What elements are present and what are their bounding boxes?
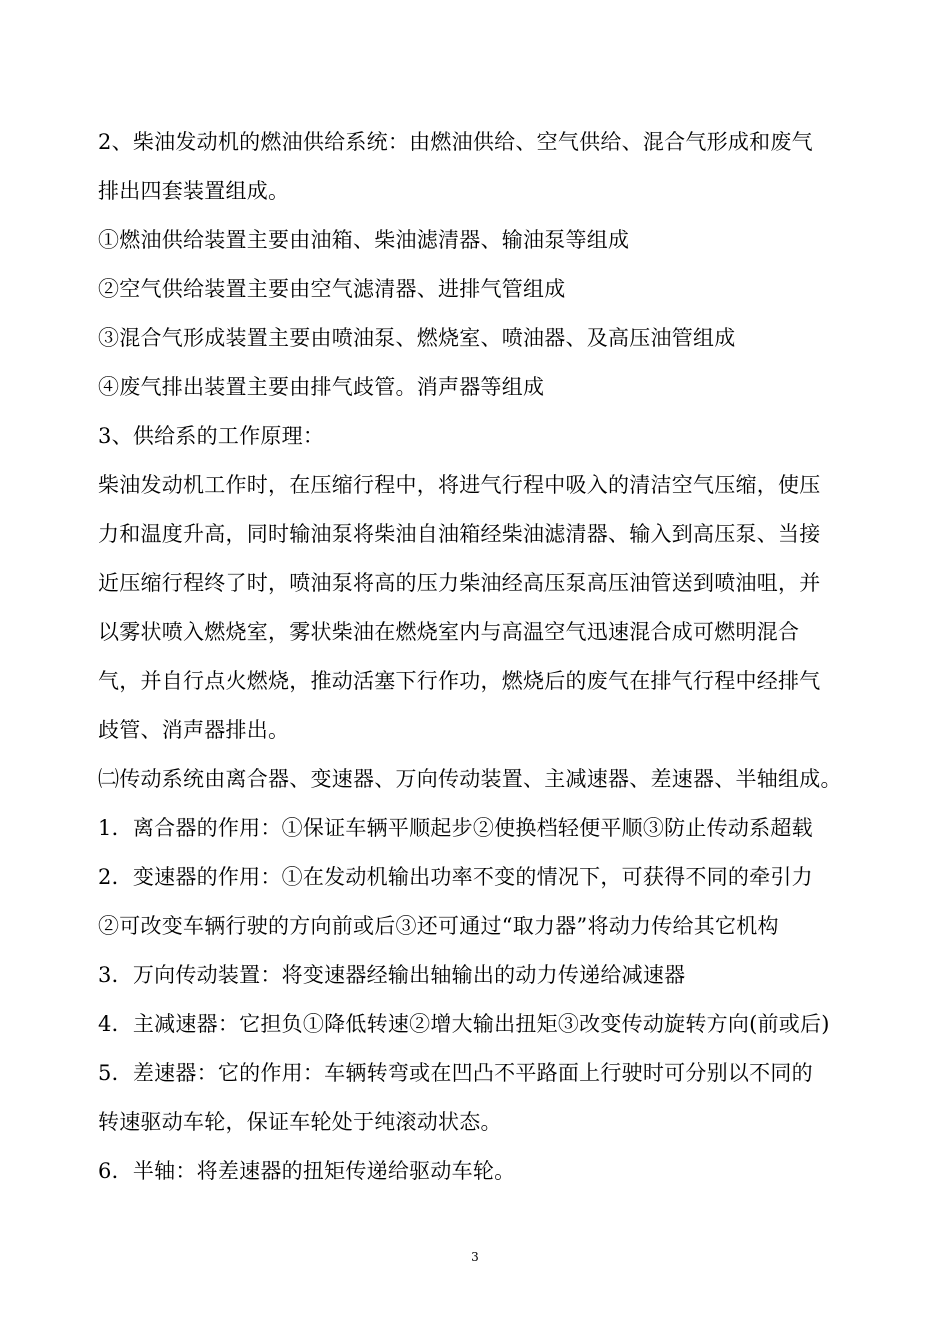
text-line: 力和温度升高，同时输油泵将柴油自油箱经柴油滤清器、输入到高压泵、当接 <box>98 522 821 546</box>
text-line: 2、柴油发动机的燃油供给系统：由燃油供给、空气供给、混合气形成和废气 <box>98 130 813 154</box>
page-number: 3 <box>471 1250 479 1264</box>
text-line: 2．变速器的作用：①在发动机输出功率不变的情况下，可获得不同的牵引力 <box>98 865 813 889</box>
text-line: ①燃油供给装置主要由油箱、柴油滤清器、输油泵等组成 <box>98 228 630 252</box>
text-line: 以雾状喷入燃烧室，雾状柴油在燃烧室内与高温空气迅速混合成可燃明混合 <box>98 620 800 644</box>
text-line: 近压缩行程终了时，喷油泵将高的压力柴油经高压泵高压油管送到喷油咀，并 <box>98 571 821 595</box>
section-heading: ㈡传动系统由离合器、变速器、万向传动装置、主减速器、差速器、半轴组成。 <box>98 767 842 791</box>
text-line: 气，并自行点火燃烧，推动活塞下行作功，燃烧后的废气在排气行程中经排气 <box>98 669 821 693</box>
text-line: 4．主减速器：它担负①降低转速②增大输出扭矩③改变传动旋转方向(前或后) <box>98 1012 830 1036</box>
text-line: ③混合气形成装置主要由喷油泵、燃烧室、喷油器、及高压油管组成 <box>98 326 736 350</box>
text-line: ④废气排出装置主要由排气歧管。消声器等组成 <box>98 375 545 399</box>
text-line: ②空气供给装置主要由空气滤清器、进排气管组成 <box>98 277 566 301</box>
text-line: 1．离合器的作用：①保证车辆平顺起步②使换档轻便平顺③防止传动系超载 <box>98 816 813 840</box>
text-line: ②可改变车辆行驶的方向前或后③还可通过“取力器”将动力传给其它机构 <box>98 914 779 938</box>
text-line: 排出四套装置组成。 <box>98 179 290 203</box>
text-line: 5．差速器：它的作用：车辆转弯或在凹凸不平路面上行驶时可分别以不同的 <box>98 1061 813 1085</box>
text-line: 歧管、消声器排出。 <box>98 718 290 742</box>
body-text <box>98 118 868 1196</box>
section-heading: 3、供给系的工作原理： <box>98 424 325 448</box>
text-line: 3．万向传动装置：将变速器经输出轴输出的动力传递给减速器 <box>98 963 686 987</box>
text-line: 转速驱动车轮，保证车轮处于纯滚动状态。 <box>98 1110 502 1134</box>
text-line: 6．半轴：将差速器的扭矩传递给驱动车轮。 <box>98 1159 516 1183</box>
text-line: 柴油发动机工作时，在压缩行程中，将进气行程中吸入的清洁空气压缩，使压 <box>98 473 821 497</box>
